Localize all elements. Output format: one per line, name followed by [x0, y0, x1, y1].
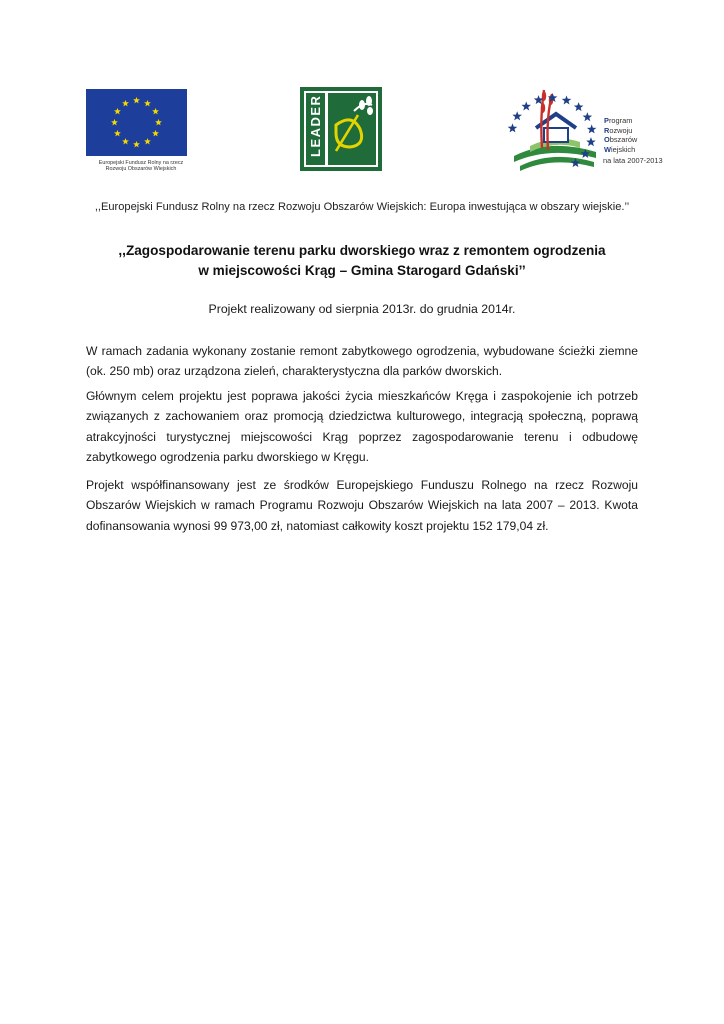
- prow-logo-wordmark: [604, 116, 650, 154]
- prow-years: na lata 2007-2013: [603, 156, 663, 165]
- prow-star-icon: [587, 124, 597, 133]
- prow-line-obszarow: Obszarów: [604, 135, 638, 145]
- paragraph-scope: W ramach zadania wykonany zostanie remont zabytkowego ogrodzenia, wybudowane ścieżki ziemne (ok. 250 mb) oraz urządzona zieleń, charakterystyczna dla parków dworskich.: [86, 344, 638, 379]
- prow-star-icon: [521, 101, 531, 110]
- project-title-line2: w miejscowości Krąg – Gmina Starogard Gdański’’: [198, 263, 526, 278]
- prow-star-icon: [508, 123, 518, 132]
- prow-line-rozwoju: Rozwoju: [604, 125, 633, 135]
- prow-line-wiejskich: Wiejskich: [604, 144, 636, 154]
- paragraph-funding: Projekt współfinansowany jest ze środków Europejskiego Funduszu Rolnego na rzecz Rozwoju Obszarów Wiejskich w ramach Programu Rozwoju Obszarów Wiejskich na lata 2007 – 2013. Kwota dofinansowania wynosi 99 973,00 zł, natomiast całkowity koszt projektu 152 179,04 zł.: [86, 478, 638, 533]
- prow-star-icon: [562, 95, 572, 104]
- paragraph-goal: Głównym celem projektu jest poprawa jakości życia mieszkańców Kręga i zaspokojenie ich potrzeb związanych z zachowaniem oraz promocją dziedzictwa kulturowego, integracją społeczną, poprawą atrakcyjności turystycznej miejscowości Krąg poprzez zagospodarowanie terenu i odbudowę zabytkowego ogrodzenia parku dworskiego w Kręgu.: [86, 389, 638, 464]
- eu-flag-image: [86, 89, 187, 156]
- prow-logo: [500, 86, 663, 176]
- prow-line-program: Program: [604, 116, 633, 125]
- eu-caption-line2: Rozwoju Obszarów Wiejskich: [105, 166, 177, 173]
- leader-logo-image: [300, 87, 382, 171]
- eu-logo-caption: [86, 160, 196, 173]
- project-period: Projekt realizowany od sierpnia 2013r. do grudnia 2014r.: [208, 302, 516, 316]
- project-title: [62, 241, 662, 281]
- prow-star-icon: [586, 137, 596, 146]
- logo-bar: [0, 86, 724, 186]
- leader-wordmark: LEADER: [308, 94, 323, 157]
- eu-caption-line1: Europejski Fundusz Rolny na rzecz: [98, 160, 184, 166]
- prow-logo-mark: [500, 86, 600, 171]
- prow-star-icon: [512, 111, 522, 120]
- leader-logo: [300, 87, 382, 171]
- prow-star-icon: [583, 112, 593, 121]
- project-title-line1: ,,Zagospodarowanie terenu parku dworskiego wraz z remontem ogrodzenia: [118, 243, 606, 258]
- prow-star-icon: [574, 102, 584, 111]
- fund-tagline: ,,Europejski Fundusz Rolny na rzecz Rozwoju Obszarów Wiejskich: Europa inwestująca w obszary wiejskie.’’: [94, 201, 630, 213]
- eu-logo: [86, 89, 188, 173]
